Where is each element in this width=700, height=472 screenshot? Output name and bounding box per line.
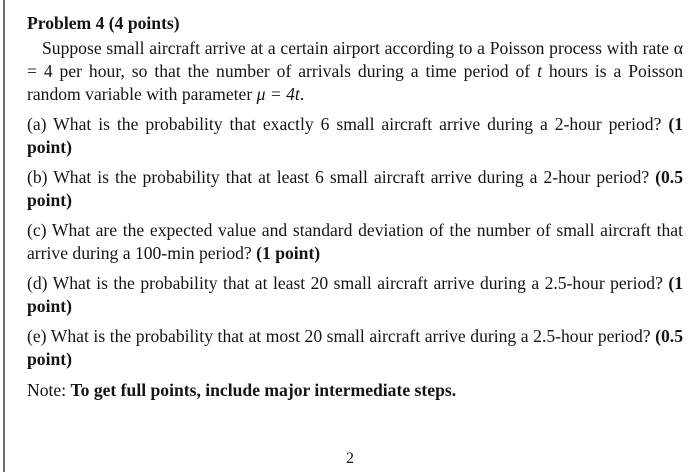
note-label: Note:	[27, 380, 71, 400]
question-b-text: (b) What is the probability that at least 6 small aircraft arrive during a 2-hour period?	[27, 167, 656, 187]
question-d	[27, 272, 683, 318]
question-e-text: (e) What is the probability that at most 20 small aircraft arrive during a 2.5-hour period?	[27, 326, 656, 346]
problem-content	[27, 12, 683, 402]
note-line	[27, 379, 683, 402]
question-a-text: (a) What is the probability that exactly 6 small aircraft arrive during a 2-hour period?	[27, 114, 669, 134]
question-b-points: (0.5 point)	[27, 167, 683, 210]
question-e	[27, 325, 683, 371]
note-text: To get full points, include major intermediate steps.	[70, 380, 457, 400]
question-a	[27, 113, 683, 159]
mu-equation: μ = 4t	[256, 84, 300, 104]
question-e-points: (0.5 point)	[27, 326, 683, 369]
problem-statement	[27, 37, 683, 106]
question-d-text: (d) What is the probability that at least 20 small aircraft arrive during a 2.5-hour period?	[27, 273, 669, 293]
intro-text-2: per hour, so that the number of arrivals during a time period of	[52, 61, 538, 81]
page-number: 2	[346, 450, 354, 467]
question-c	[27, 219, 683, 265]
problem-title: Problem 4 (4 points)	[27, 13, 180, 33]
time-variable: t	[537, 61, 542, 81]
question-c-points: (1 point)	[256, 243, 321, 263]
question-d-points: (1 point)	[27, 273, 683, 316]
question-a-points: (1 point)	[27, 114, 683, 157]
intro-text-3: hours is a Poisson random variable with parameter	[27, 61, 684, 104]
intro-text-1: Suppose small aircraft arrive at a certain airport according to a Poisson process with rate	[42, 38, 674, 58]
left-border-rule	[3, 0, 5, 472]
question-b	[27, 166, 683, 212]
question-c-text: (c) What are the expected value and standard deviation of the number of small aircraft that arrive during a 100-min period?	[27, 220, 683, 263]
intro-text-4: .	[299, 84, 305, 104]
alpha-equation: α = 4	[27, 38, 683, 81]
